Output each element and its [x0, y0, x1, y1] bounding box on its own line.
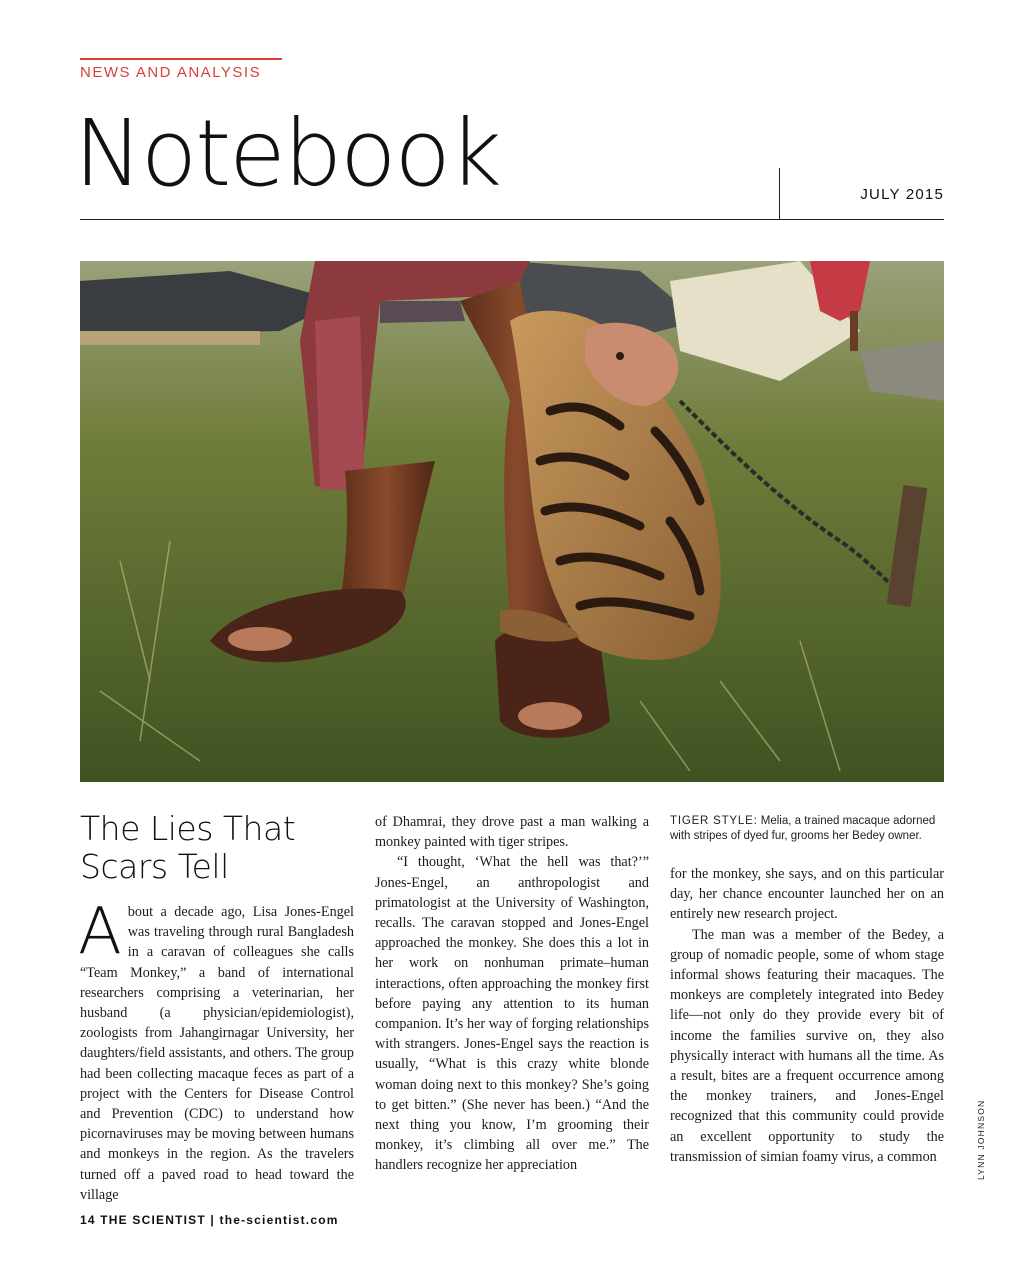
paragraph-text: bout a decade ago, Lisa Jones-Engel was traveling through rural Bangladesh in a caravan of colleagues she calls “Team Monkey,” a band of international researchers comprising a veterinarian, her husband (a physician/epidemiologist), zoologists from Jahangirnagar University, her daughters/field assistants, and others. The group had been collecting macaque feces as part of a project with the Centers for Disease Control and Prevention (CDC) to understand how picornaviruses may be moving between humans and monkeys in the region. As the travelers turned off a paved road to head toward the village	[80, 904, 354, 1203]
article-headline	[80, 810, 354, 886]
article-column-1	[78, 809, 354, 1205]
article-paragraph: The man was a member of the Bedey, a group of nomadic people, some of whom stage informal shows featuring their macaques. The monkeys are completely integrated into Bedey life—not only do they provide every bit of income the families survive on, they also physically interact with humans all the time. As a result, bites are a frequent occurrence among the monkey trainers, and Jones-Engel recognized that this community could provide an excellent opportunity to study the transmission of simian foamy virus, a common	[670, 926, 944, 1165]
article-column-3	[670, 812, 944, 1167]
photo-credit: LYNN JOHNSON	[976, 1099, 986, 1180]
article-paragraph: “I thought, ‘What the hell was that?’” Jones-Engel, an anthropologist and primatologist at the University of Washington, recalls. The caravan stopped and Jones-Engel approached the monkey. She does this a lot in her work on nonhuman primate–human interactions, often approaching the monkey first before paying any attention to its human companion. It’s her way of forging relationships with strangers. Jones-Engel says the reaction is usually, “What is this crazy white blonde woman doing next to this monkey? She’s going to get bitten.” (She never has been.) “And the next thing you know, I’m grooming their monkey, it’s climbing all over me.” The handlers recognize her appreciation	[375, 854, 649, 1174]
article-paragraph: for the monkey, she says, and on this particular day, her chance encounter launched her on an entirely new research project.	[670, 866, 944, 923]
issue-date: JULY 2015	[860, 186, 944, 203]
headline-line-1: The Lies That	[80, 809, 296, 848]
article-paragraph: of Dhamrai, they drove past a man walking a monkey painted with tiger stripes.	[375, 814, 649, 851]
page-folio: 14 THE SCIENTIST | the-scientist.com	[80, 1213, 339, 1227]
caption-lead: TIGER STYLE:	[670, 815, 758, 827]
article-column-2	[375, 812, 649, 1176]
caption-text: Melia, a trained macaque adorned with stripes of dyed fur, grooms her Bedey owner.	[670, 815, 936, 842]
feature-photo	[80, 261, 944, 782]
article-paragraph	[78, 895, 354, 1205]
section-label: NEWS AND ANALYSIS	[80, 64, 262, 81]
drop-cap: A	[78, 895, 122, 969]
masthead-title: Notebook	[74, 100, 501, 207]
masthead-divider	[779, 168, 780, 219]
headline-line-2: Scars Tell	[80, 847, 229, 886]
section-rule	[80, 58, 282, 60]
macaque-photo-icon	[80, 261, 944, 782]
photo-caption	[670, 814, 944, 844]
masthead-rule	[80, 219, 944, 220]
